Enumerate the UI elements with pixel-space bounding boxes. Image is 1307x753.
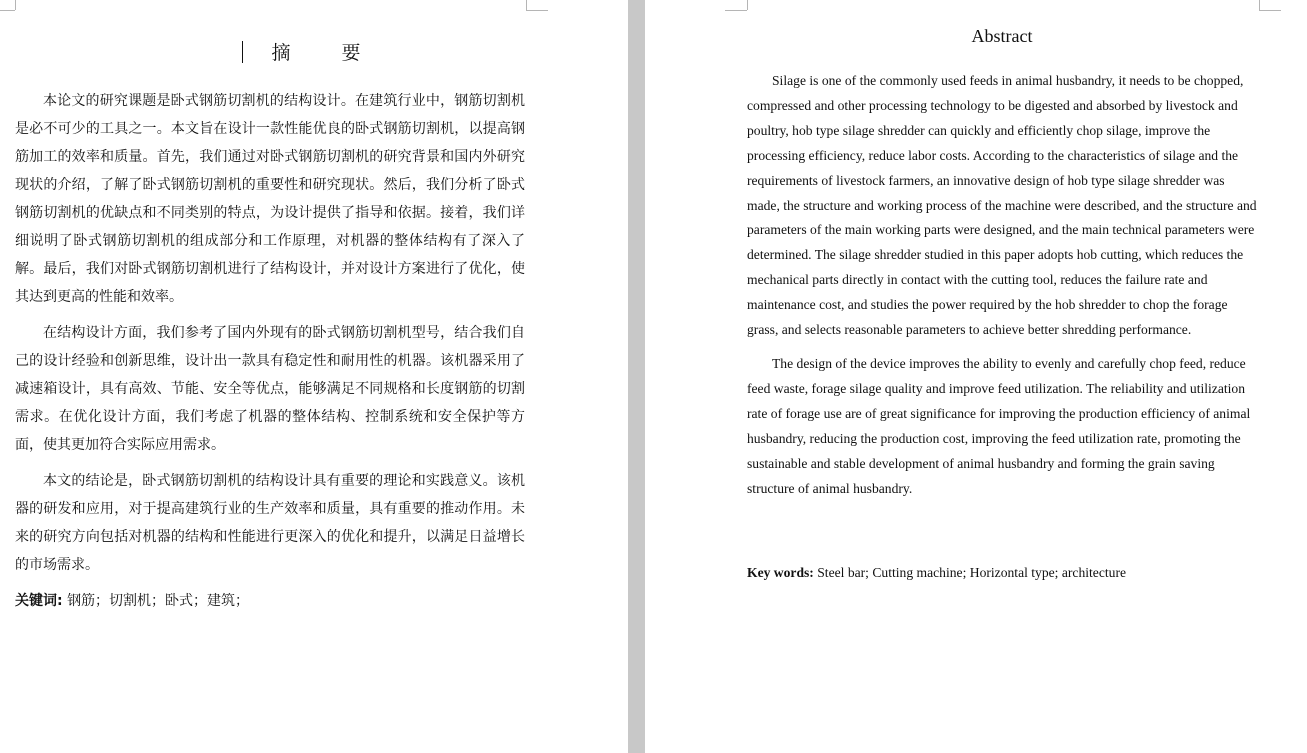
keywords-block bbox=[747, 561, 1260, 595]
keywords-label: Key words: bbox=[747, 565, 814, 580]
abstract-paragraph: 本文的结论是，卧式钢筋切割机的结构设计具有重要的理论和实践意义。该机器的研发和应用，对于提高建筑行业的生产效率和质量，具有重要的推动作用。未来的研究方向包括对机器的结构和性能进行更深入的优化和提升，以满足日益增长的市场需求。 bbox=[15, 473, 525, 573]
keywords-label: 关键词: bbox=[15, 593, 63, 609]
abstract-body[interactable] bbox=[15, 87, 525, 623]
keywords-text: 钢筋；切割机；卧式；建筑； bbox=[67, 593, 250, 609]
keywords-text: Steel bar; Cutting machine; Horizontal type; architecture bbox=[817, 565, 1127, 580]
page-title: Abstract bbox=[971, 26, 1033, 46]
text-cursor bbox=[242, 41, 243, 63]
abstract-paragraph: The design of the device improves the ability to evenly and carefully chop feed, reduce feed waste, forage silage quality and improve feed utilization. The reliability and utilization rate of forage use are of great significance for improving the production efficiency of animal husbandry, reducing the production cost, improving the feed utilization rate, promoting the sustainable and stable development of animal husbandry and forming the grain saving structure of animal husbandry. bbox=[747, 355, 1251, 496]
abstract-paragraph: 本论文的研究课题是卧式钢筋切割机的结构设计。在建筑行业中，钢筋切割机是必不可少的工具之一。本文旨在设计一款性能优良的卧式钢筋切割机，以提高钢筋加工的效率和质量。首先，我们通过对卧式钢筋切割机的研究背景和国内外研究现状的介绍，了解了卧式钢筋切割机的重要性和研究现状。然后，我们分析了卧式钢筋切割机的优缺点和不同类别的特点，为设计提供了指导和依据。接着，我们详细说明了卧式钢筋切割机的组成部分和工作原理，对机器的整体结构有了深入了解。最后，我们对卧式钢筋切割机进行了结构设计，并对设计方案进行了优化，使其达到更高的性能和效率。 bbox=[15, 93, 525, 305]
page-title: 摘 要 bbox=[271, 42, 377, 64]
keywords-line bbox=[747, 561, 1260, 586]
keywords-line bbox=[15, 587, 525, 615]
abstract-paragraph: 在结构设计方面，我们参考了国内外现有的卧式钢筋切割机型号，结合我们自己的设计经验和创新思维，设计出一款具有稳定性和耐用性的机器。该机器采用了减速箱设计，具有高效、节能、安全等优点，能够满足不同规格和长度钢筋的切割需求。在优化设计方面，我们考虑了机器的整体结构、控制系统和安全保护等方面，使其更加符合实际应用需求。 bbox=[15, 325, 525, 453]
page-chinese-abstract bbox=[0, 0, 628, 753]
abstract-paragraph: Silage is one of the commonly used feeds in animal husbandry, it needs to be chopped, compressed and other processing technology to be digested and absorbed by livestock and poultry, hob type silage shredder can quickly and efficiently chop silage, improve the processing efficiency, reduce labor costs. According to the characteristics of silage and the requirements of livestock farmers, an innovative design of hob type silage shredder was made, the structure and working process of the machine were described, and the structure and parameters of the main working parts were designed, and the main technical parameters were determined. The silage shredder studied in this paper adopts hob cutting, which reduces the mechanical parts directly in contact with the cutting tool, reduces the failure rate and maintenance cost, and studies the power required by the hob shredder to chop the forage grass, and selects reasonable parameters to achieve better shredding performance. bbox=[747, 73, 1257, 338]
page-english-abstract bbox=[645, 0, 1307, 753]
abstract-body[interactable] bbox=[747, 69, 1260, 510]
